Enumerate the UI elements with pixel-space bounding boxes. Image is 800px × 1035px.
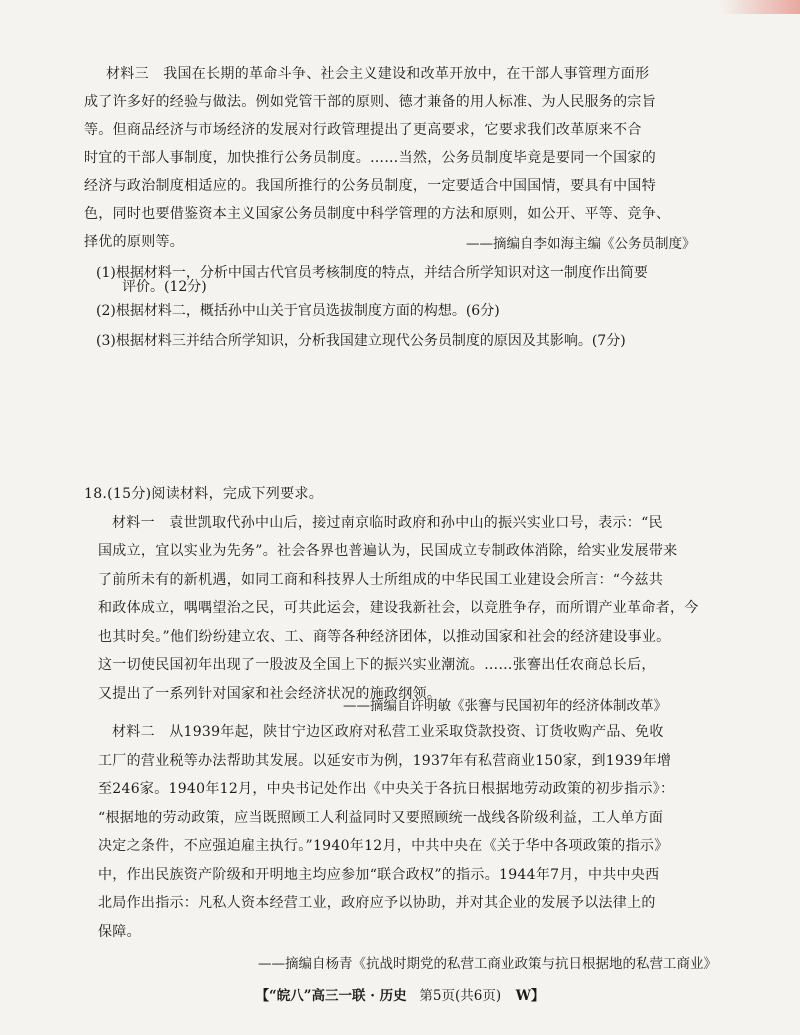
material-one-line: 又提出了一系列针对国家和社会经济状况的施政纲领。 <box>98 685 442 702</box>
question-18 <box>84 480 744 708</box>
page-footer <box>0 984 800 1004</box>
material-two-line: 北局作出指示：凡私人资本经营工业，政府应予以协助，并对其企业的发展予以法律上的 <box>98 895 656 911</box>
material-two-line: 材料二 从1939年起，陕甘宁边区政府对私营工业采取贷款投资、订货收购产品、免收 <box>112 724 664 740</box>
material-two-line: 决定之条件，不应强迫雇主执行。”1940年12月，中共中央在《关于华中各项政策的指示》 <box>98 838 669 854</box>
material-one-line: 国成立，宜以实业为先务”。社会各界也普遍认为，民国成立专制政体消除，给实业发展带来 <box>98 543 678 559</box>
material-three-line: 成了许多好的经验与做法。例如党管干部的原则、德才兼备的用人标准、为人民服务的宗旨 <box>84 94 656 110</box>
material-three-line: 时宜的干部人事制度，加快推行公务员制度。……当然，公务员制度毕竟是要同一个国家的 <box>84 150 656 166</box>
footer-dot: · <box>370 988 375 1004</box>
material-three-line: 经济与政治制度相适应的。我国所推行的公务员制度，一定要适合中国国情，要具有中国特 <box>84 178 656 194</box>
footer-exam: 【“皖八”高三一联 <box>255 988 366 1004</box>
footer-page: 第5页(共6页) <box>419 988 502 1004</box>
question-2: (2)根据材料二，概括孙中山关于官员选拔制度方面的构想。(6分) <box>96 303 500 319</box>
material-one-line: 材料一 袁世凯取代孙中山后，接过南京临时政府和孙中山的振兴实业口号，表示：“民 <box>112 514 663 531</box>
material-two-line: 工厂的营业税等办法帮助其发展。以延安市为例，1937年有私营商业150家，到1939年增 <box>98 752 672 769</box>
material-one-line: 了前所未有的新机遇，如同工商和科技界人士所组成的中华民国工业建设会所言：“今兹共 <box>98 571 664 588</box>
question-1-cont: 评价。(12分) <box>122 279 207 295</box>
question-3: (3)根据材料三并结合所学知识，分析我国建立现代公务员制度的原因及其影响。(7分) <box>96 333 626 349</box>
footer-code: W】 <box>515 988 545 1004</box>
material-two-line: 中，作出民族资产阶级和开明地主均应参加“联合政权”的指示。1944年7月，中共中央西 <box>98 866 660 883</box>
question-1: (1)根据材料一，分析中国古代官员考核制度的特点，并结合所学知识对这一制度作出简要 <box>96 265 648 281</box>
material-two-line: 保障。 <box>98 923 141 940</box>
material-three-line: 材料三 我国在长期的革命斗争、社会主义建设和改革开放中，在干部人事管理方面形 <box>106 66 650 82</box>
material-three-line: 等。但商品经济与市场经济的发展对行政管理提出了更高要求，它要求我们改革原来不合 <box>84 122 642 138</box>
material-one-line: 这一切使民国初年出现了一股波及全国上下的振兴实业潮流。……张謇出任农商总长后， <box>98 657 656 673</box>
material-three <box>84 60 726 256</box>
material-two <box>84 718 744 946</box>
material-two-source: ——摘编自杨青《抗战时期党的私营工商业政策与抗日根据地的私营工商业》 <box>258 956 717 972</box>
material-three-source: ——摘编自李如海主编《公务员制度》 <box>466 236 696 252</box>
material-two-line: 至246家。1940年12月，中央书记处作出《中央关于各抗日根据地劳动政策的初步指示》： <box>98 781 675 797</box>
material-one-line: 和政体成立，喁喁望治之民，可共此运会，建设我新社会，以竞胜争存，而所谓产业革命者，今 <box>98 600 699 616</box>
material-one-line: 也其时矣。”他们纷纷建立农、工、商等各种经济团体，以推动国家和社会的经济建设事业。 <box>98 628 671 645</box>
corner-stamp-mark <box>720 0 800 14</box>
material-two-line: “根据地的劳动政策，应当既照顾工人利益同时又要照顾统一战线各阶级利益，工人单方面 <box>98 809 664 826</box>
question-18-heading: 18.(15分)阅读材料，完成下列要求。 <box>84 486 324 502</box>
material-one-source: ——摘编自许明敏《张謇与民国初年的经济体制改革》 <box>343 698 667 714</box>
material-three-line: 色，同时也要借鉴资本主义国家公务员制度中科学管理的方法和原则，如公开、平等、竞争、 <box>84 206 671 222</box>
material-three-line: 择优的原则等。 <box>84 234 185 250</box>
footer-subject: 历史 <box>379 988 407 1004</box>
